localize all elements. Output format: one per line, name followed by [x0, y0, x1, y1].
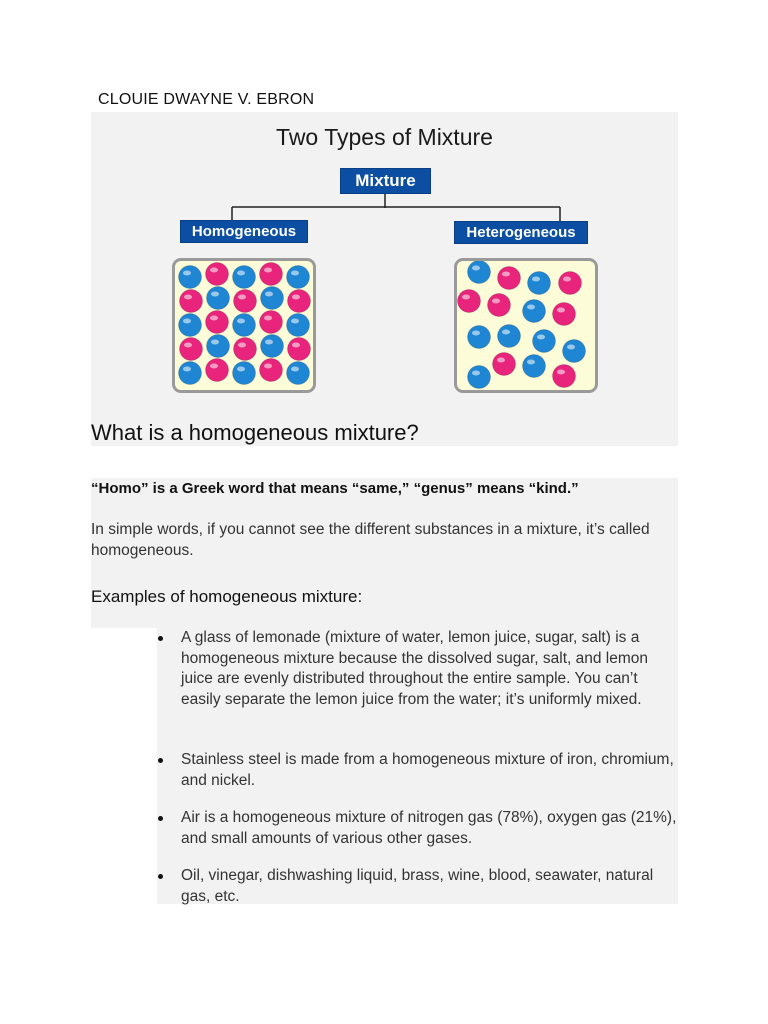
list-item-text: Air is a homogeneous mixture of nitrogen gas (78%), oxygen gas (21%), and small amounts of various other gases.	[181, 809, 677, 847]
blue-particle	[207, 287, 230, 310]
particle-highlight	[183, 367, 191, 372]
list-item	[157, 808, 677, 849]
blue-particle	[261, 287, 284, 310]
question-heading: What is a homogeneous mixture?	[91, 420, 419, 445]
particle-highlight	[527, 360, 535, 365]
blue-particle	[207, 335, 230, 358]
pink-particle	[260, 263, 283, 286]
particle-highlight	[183, 271, 191, 276]
heterogeneous-particles	[457, 261, 595, 390]
particle-highlight	[563, 277, 571, 282]
blue-particle	[287, 314, 310, 337]
list-item	[157, 628, 677, 710]
particle-highlight	[527, 305, 535, 310]
particle-highlight	[184, 343, 192, 348]
blue-particle	[179, 314, 202, 337]
list-item-text: Stainless steel is made from a homogeneous mixture of iron, chromium, and nickel.	[181, 751, 674, 789]
blue-particle	[468, 261, 491, 284]
pink-particle	[206, 359, 229, 382]
author-name: CLOUIE DWAYNE V. EBRON	[98, 91, 315, 108]
particle-highlight	[492, 299, 500, 304]
bullet-icon	[158, 816, 163, 821]
particle-highlight	[264, 268, 272, 273]
pink-particle	[553, 303, 576, 326]
blue-particle	[523, 300, 546, 323]
blue-particle	[498, 325, 521, 348]
particle-highlight	[502, 330, 510, 335]
particle-highlight	[557, 370, 565, 375]
list-item-text: Oil, vinegar, dishwashing liquid, brass, wine, blood, seawater, natural gas, etc.	[181, 867, 654, 905]
pink-particle	[206, 263, 229, 286]
blue-particle	[233, 362, 256, 385]
particle-highlight	[265, 340, 273, 345]
pink-particle	[180, 290, 203, 313]
particle-highlight	[537, 335, 545, 340]
particle-highlight	[502, 272, 510, 277]
particle-highlight	[462, 295, 470, 300]
particle-highlight	[210, 364, 218, 369]
homogeneous-particles	[175, 261, 313, 390]
blue-particle	[563, 340, 586, 363]
pink-particle	[458, 290, 481, 313]
blue-particle	[287, 362, 310, 385]
particle-highlight	[238, 343, 246, 348]
particle-highlight	[183, 319, 191, 324]
pink-particle	[234, 290, 257, 313]
bullet-icon	[158, 874, 163, 879]
particle-highlight	[264, 316, 272, 321]
particle-highlight	[472, 371, 480, 376]
particle-highlight	[472, 266, 480, 271]
blue-particle	[468, 366, 491, 389]
diagram-title: Two Types of Mixture	[276, 124, 493, 150]
blue-particle	[233, 266, 256, 289]
examples-heading: Examples of homogeneous mixture:	[91, 587, 363, 606]
pink-particle	[559, 272, 582, 295]
blue-particle	[261, 335, 284, 358]
particle-highlight	[532, 277, 540, 282]
particle-highlight	[291, 319, 299, 324]
blue-particle	[179, 266, 202, 289]
particle-highlight	[265, 292, 273, 297]
blue-particle	[523, 355, 546, 378]
mixture-label: Mixture	[340, 168, 431, 194]
blue-particle	[468, 326, 491, 349]
pink-particle	[260, 359, 283, 382]
particle-highlight	[237, 367, 245, 372]
particle-highlight	[291, 367, 299, 372]
pink-particle	[498, 267, 521, 290]
pink-particle	[206, 311, 229, 334]
heterogeneous-jar	[454, 258, 598, 393]
pink-particle	[288, 290, 311, 313]
definition-text: “Homo” is a Greek word that means “same,” “genus” means “kind.”	[91, 480, 579, 497]
pink-particle	[260, 311, 283, 334]
pink-particle	[234, 338, 257, 361]
particle-highlight	[238, 295, 246, 300]
particle-highlight	[184, 295, 192, 300]
particle-highlight	[211, 292, 219, 297]
particle-highlight	[497, 358, 505, 363]
pink-particle	[553, 365, 576, 388]
blue-particle	[533, 330, 556, 353]
pink-particle	[488, 294, 511, 317]
particle-highlight	[472, 331, 480, 336]
bullet-icon	[158, 758, 163, 763]
heterogeneous-label: Heterogeneous	[454, 221, 588, 244]
bullet-icon	[158, 636, 163, 641]
particle-highlight	[264, 364, 272, 369]
particle-highlight	[567, 345, 575, 350]
blue-particle	[179, 362, 202, 385]
list-item	[157, 750, 677, 791]
particle-highlight	[237, 271, 245, 276]
particle-highlight	[291, 271, 299, 276]
blue-particle	[287, 266, 310, 289]
particle-highlight	[211, 340, 219, 345]
pink-particle	[288, 338, 311, 361]
pink-particle	[493, 353, 516, 376]
simple-words-text: In simple words, if you cannot see the different substances in a mixture, it’s called homogeneous.	[91, 521, 650, 559]
blue-particle	[233, 314, 256, 337]
particle-highlight	[210, 268, 218, 273]
particle-highlight	[237, 319, 245, 324]
particle-highlight	[557, 308, 565, 313]
homogeneous-jar	[172, 258, 316, 393]
pink-particle	[180, 338, 203, 361]
particle-highlight	[210, 316, 218, 321]
list-item	[157, 866, 677, 907]
particle-highlight	[292, 343, 300, 348]
mixture-diagram	[91, 112, 678, 446]
particle-highlight	[292, 295, 300, 300]
list-item-text: A glass of lemonade (mixture of water, lemon juice, sugar, salt) is a homogeneous mixture because the dissolved sugar, salt, and lemon juice are evenly distributed throughout the entire sample. You can’t easily separate the lemon juice from the water; it’s uniformly mixed.	[181, 629, 649, 708]
homogeneous-label: Homogeneous	[180, 220, 308, 243]
blue-particle	[528, 272, 551, 295]
